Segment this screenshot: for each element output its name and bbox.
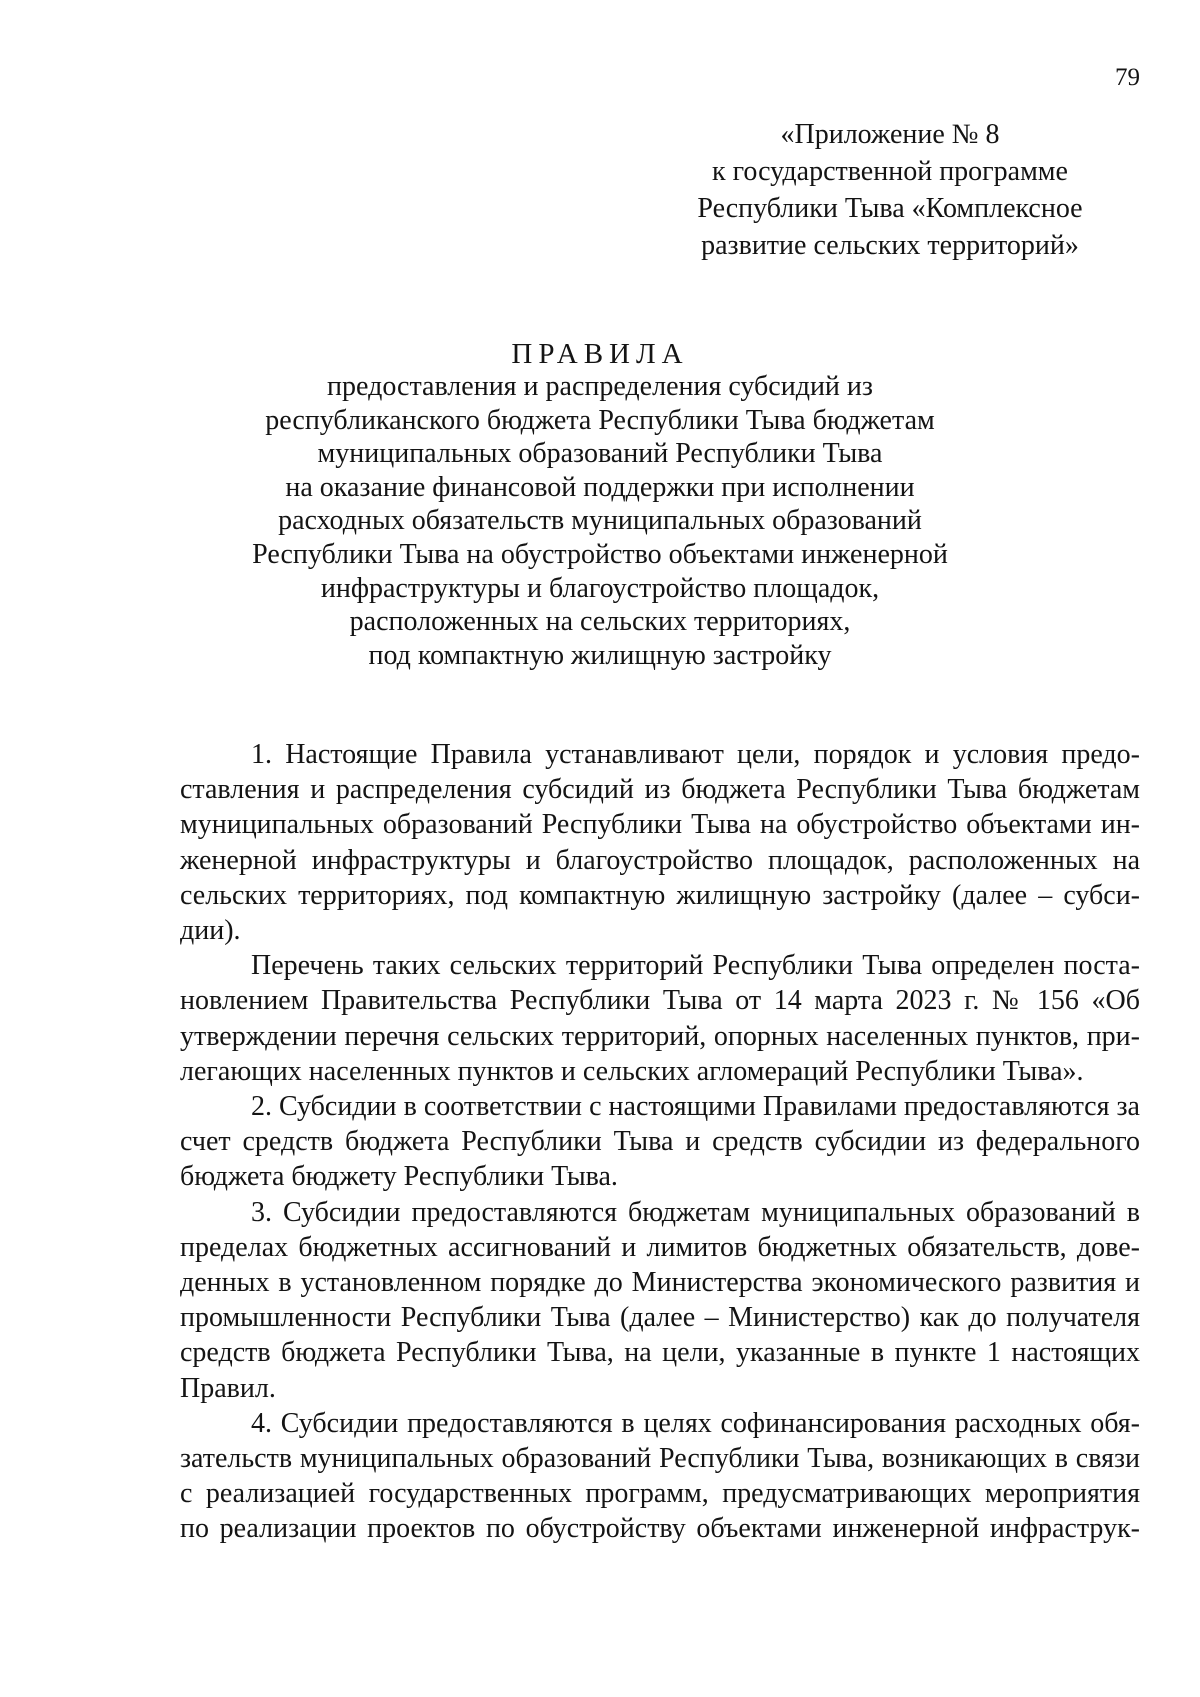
paragraph-line: утверждении перечня сельских территорий, опорных населенных пунктов, при-	[180, 1020, 1140, 1052]
subtitle-line: расходных обязательств муниципальных образований	[278, 505, 922, 537]
document-subtitle	[180, 370, 1020, 672]
paragraph-line: новлением Правительства Республики Тыва от 14 марта 2023 г. № 156 «Об	[180, 985, 1140, 1017]
appendix-line: развитие сельских территорий»	[701, 230, 1079, 261]
paragraph-line: ставления и распределения субсидий из бюджета Республики Тыва бюджетам	[180, 774, 1140, 806]
paragraph-line: Перечень таких сельских территорий Республики Тыва определен поста-	[251, 950, 1140, 982]
paragraph-3	[180, 1195, 1140, 1406]
paragraph-line: 2. Субсидии в соответствии с настоящими Правилами предоставляются за	[251, 1091, 1140, 1123]
paragraph-line: бюджета бюджету Республики Тыва.	[180, 1161, 618, 1193]
paragraph-line: средств бюджета Республики Тыва, на цели, указанные в пункте 1 настоящих	[180, 1337, 1140, 1369]
paragraph-1	[180, 737, 1140, 948]
paragraph-line: денных в установленном порядке до Министерства экономического развития и	[180, 1267, 1140, 1299]
paragraph-line: зательств муниципальных образований Республики Тыва, возникающих в связи	[180, 1443, 1140, 1475]
document-title: ПРАВИЛА	[511, 338, 689, 370]
subtitle-line: расположенных на сельских территориях,	[349, 606, 851, 638]
page-number: 79	[1115, 64, 1140, 91]
paragraph-line: 1. Настоящие Правила устанавливают цели, порядок и условия предо-	[251, 739, 1140, 770]
paragraph-2	[180, 1089, 1140, 1195]
subtitle-line: республиканского бюджета Республики Тыва бюджетам	[265, 404, 935, 436]
subtitle-line: инфраструктуры и благоустройство площадок,	[320, 572, 880, 604]
paragraph-line: сельских территориях, под компактную жилищную застройку (далее – субси-	[180, 879, 1140, 911]
paragraph-line: счет средств бюджета Республики Тыва и средств субсидии из федерального	[180, 1126, 1140, 1158]
paragraph-line: 3. Субсидии предоставляются бюджетам муниципальных образований в	[251, 1196, 1140, 1228]
appendix-reference	[660, 116, 1120, 264]
paragraph-line: 4. Субсидии предоставляются в целях софинансирования расходных обя-	[251, 1407, 1140, 1439]
paragraph-line: женерной инфраструктуры и благоустройство площадок, расположенных на	[180, 844, 1140, 876]
paragraph-4	[180, 1406, 1140, 1547]
appendix-line: Республики Тыва «Комплексное	[697, 193, 1083, 224]
appendix-line: к государственной программе	[712, 156, 1068, 187]
subtitle-line: муниципальных образований Республики Тыва	[317, 438, 883, 470]
paragraph-line: по реализации проектов по обустройству объектами инженерной инфраструк-	[180, 1513, 1140, 1545]
document-body	[180, 737, 1140, 1547]
paragraph-line: дии).	[180, 915, 241, 947]
paragraph-line: легающих населенных пунктов и сельских агломераций Республики Тыва».	[180, 1055, 1084, 1087]
paragraph-line: муниципальных образований Республики Тыва на обустройство объектами ин-	[180, 809, 1140, 841]
paragraph-line: Правил.	[180, 1372, 276, 1404]
subtitle-line: Республики Тыва на обустройство объектами инженерной	[252, 538, 948, 570]
subtitle-line: предоставления и распределения субсидий из	[327, 371, 873, 402]
paragraph-line: промышленности Республики Тыва (далее – Министерство) как до получателя	[180, 1302, 1140, 1334]
paragraph-line: с реализацией государственных программ, предусматривающих мероприятия	[180, 1478, 1140, 1510]
appendix-line: «Приложение № 8	[780, 119, 1000, 150]
paragraph-line: пределах бюджетных ассигнований и лимитов бюджетных обязательств, дове-	[180, 1231, 1140, 1263]
paragraph-territories-list	[180, 948, 1140, 1089]
subtitle-line: на оказание финансовой поддержки при исполнении	[285, 471, 915, 503]
subtitle-line: под компактную жилищную застройку	[368, 639, 832, 671]
